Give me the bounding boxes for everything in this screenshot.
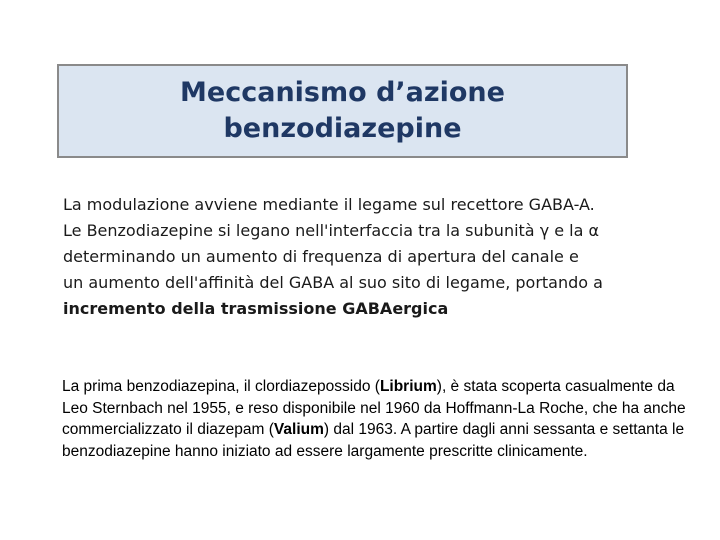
history-text-1: La prima benzodiazepina, il clordiazepossido ( — [62, 378, 380, 395]
slide-title-line-1: Meccanismo d’azione — [180, 77, 505, 108]
slide-title-line-2: benzodiazepine — [223, 113, 462, 144]
paragraph-receptor: La modulazione avviene mediante il legame sul recettore GABA-A. — [63, 195, 595, 214]
librium-label: Librium — [379, 378, 437, 395]
history-text-3: ) dal 1963. A partire dagli anni sessanta e settanta le benzodiazepine hanno iniziato ad essere largamente prescritte clinicamente. — [62, 421, 685, 460]
mechanism-text: Le Benzodiazepine si legano nell'interfaccia tra la subunità γ e la α determinando un aumento di frequenza di apertura del canale e un aumento dell'affinità del GABA al suo sito di legame, portando a — [63, 221, 603, 292]
history-text — [62, 376, 692, 462]
history-text-2: ), è stata scoperta casualmente da Leo Sternbach nel 1955, e reso disponibile nel 1960 da Hoffmann-La Roche, che ha anche commercializzato il diazepam ( — [62, 378, 686, 438]
history-paragraph — [62, 376, 692, 462]
paragraph-mechanism — [63, 218, 603, 322]
valium-label: Valium — [273, 421, 324, 438]
body-text — [63, 192, 603, 322]
title-box — [57, 64, 628, 158]
mechanism-emphasis: incremento della trasmissione GABAergica — [63, 299, 449, 318]
